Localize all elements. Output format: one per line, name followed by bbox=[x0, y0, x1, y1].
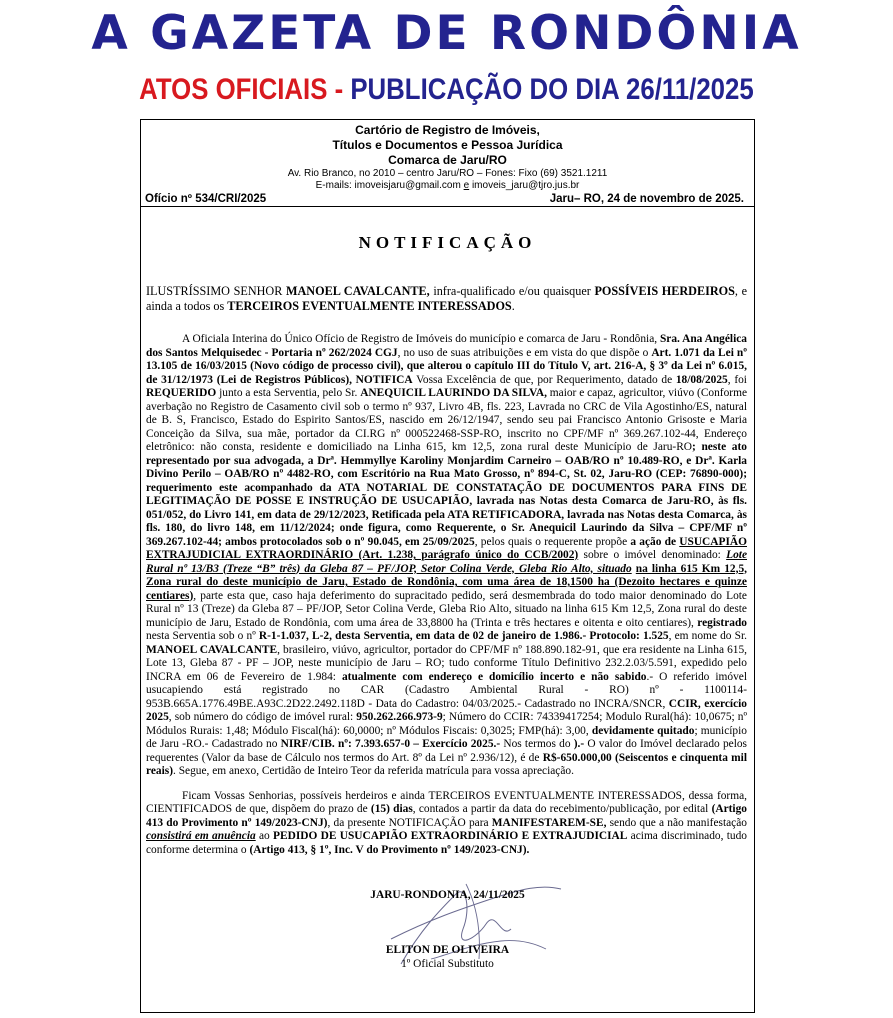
letterhead-emails: E-mails: imoveisjaru@gmail.com e imoveis_jaru@tjro.jus.br bbox=[315, 180, 580, 191]
letterhead-line-1: Cartório de Registro de Imóveis, bbox=[355, 123, 540, 137]
masthead-title: A GAZETA DE RONDÔNIA bbox=[91, 6, 802, 61]
email-link-2[interactable]: imoveis_jaru@tjro.jus.br bbox=[471, 180, 580, 191]
letterhead-line-2: Títulos e Documentos e Pessoa Jurídica bbox=[332, 138, 563, 152]
signature-block bbox=[141, 869, 754, 989]
letterhead-line-3: Comarca de Jaru/RO bbox=[388, 153, 507, 167]
subheader-separator: - bbox=[327, 73, 351, 106]
notice-title: NOTIFICAÇÃO bbox=[358, 233, 537, 252]
publication-date-label: PUBLICAÇÃO DO DIA 26/11/2025 bbox=[350, 73, 754, 106]
notification-paragraph: A Oficiala Interina do Único Ofício de Registro de Imóveis do município e comarca de Jaru - Rondônia, Sra. Ana Angélica dos Santos Melquisedec - Portaria nº 262/2024 CGJ, no uso de suas atribuições e em vista do que dispõe o Art. 1.071 da Lei nº 13.105 de 16/03/2015 (Novo código de processo civil), que alterou o capítulo III do Título V, art. 216-A, § 3º da Lei nº 6.015, de 31/12/1973 (Lei de Registros Públicos), NOTIFICA Vossa Excelência de que, por Requerimento, datado de 18/08/2025, foi REQUERIDO junto a esta Serventia, pelo Sr. ANEQUICIL LAURINDO DA SILVA, maior e capaz, agricultor, viúvo (Conforme averbação no Registro de Casamento civil sob o termo nº 937, Livro 4B, fls. 223, Lavrada no CRC de Vila Agostinho/ES, natural de B. S, Francisco, Estado do Espirito Santos/ES, nascido em 26/12/1947, sendo seu pai Francisco Antonio Grisoste e Maria Conceição da Silva, sua mãe, portador da CI.RG nº 000522468-SSP-RO, inscrito no CPF/MF nº 369.267.102-44, Endereço eletrônico: não consta, residente e domiciliado na Linha 615, km 12,5, zona rural deste Município de Jaru-RO; neste ato representado por sua advogada, a Drª. Hemmyllye Karoliny Monjardim Carneiro – OAB/RO nº 10.489-RO, e Drª. Karla Divino Perilo – OAB/RO nº 4482-RO, com Escritório na Rua Mato Grosso, nº 894-C, St. 02, Jaru-RO (CEP: 76890-000); requerimento este acompanhado da ATA NOTARIAL DE CONSTATAÇÃO DE DOCUMENTOS PARA FINS DE LEGITIMAÇÃO DE POSSE E INSTRUÇÃO DE USUCAPIÃO, lavrada nas Notas desta Comarca de Jaru-RO, às fls. 051/052, do Livro 141, em data de 29/12/2023, Retificada pela ATA RETIFICADORA, lavrada nas Notas desta Comarca, às fls. 180, do livro 148, em 11/12/2024; onde figura, como Requerente, o Sr. Anequicil Laurindo da Silva – CPF/MF nº 369.267.102-44; ambos protocolados sob o nº 90.045, em 25/09/2025, pelos quais o requerente propõe a ação de USUCAPIÃO EXTRAJUDICIAL EXTRAORDINÁRIO (Art. 1.238, parágrafo único do CCB/2002) sobre o imóvel denominado: Lote Rural nº 13/B3 (Treze “B” três) da Gleba 87 – PF/JOP, Setor Colina Verde, Gleba Rio Alto, situado na linha 615 Km 12,5, Zona rural do deste município de Jaru, Estado de Rondônia, com uma área de 18,1500 ha (Dezoito hectares e quinze centiares), parte esta que, caso haja deferimento do supracitado pedido, será desmembrada do todo maior denominado do Lote Rural nº 13 (Treze) da Gleba 87 – PF/JOP, Setor Colina Verde, Gleba Rio Alto, situado na linha 615 Km 12,5, Zona rural do deste município de Jaru, Estado de Rondônia, com uma área de 33,8800 ha (Trinta e três hectares e oitenta e oito centiares), registrado nesta Serventia sob o nº R-1-1.037, L-2, desta Serventia, em data de 02 de janeiro de 1.986.- Protocolo: 1.525, em nome do Sr. MANOEL CAVALCANTE, brasileiro, viúvo, agricultor, portador do CPF/MF nº 188.890.182-91, que era residente na Linha 615, Lote 13, Gleba 87 - PF – JOP, neste município de Jaru – RO; tudo conforme Título Definitivo 232.2.03/5.591, expedido pelo INCRA em 06 de Fevereiro de 1.984: atualmente com endereço e domicílio incerto e não sabido.- O referido imóvel usucapiendo está registrado no CAR (Cadastro Ambiental Rural - RO) nº - 1100114-953B.665A.1776.49BE.A93C.2D22.2492.118D - Data do Cadastro: 04/03/2025.- Cadastrado no INCRA/SNCR, CCIR, exercício 2025, sob número do código de imóvel rural: 950.262.266.973-9; Número do CCIR: 74339417254; Modulo Rural(há): 10,0675; nº Módulos Rurais: 1,48; Módulo Fiscal(há): 60,0000; nº Módulos Fiscais: 0,3025; FMP(há): 3,00, devidamente quitado; município de Jaru -RO.- Cadastrado no NIRF/CIB. nº: 7.393.657-0 – Exercício 2025.- Nos termos do ).- O valor do Imóvel declarado pelos requerentes (Valor da base de Cálculo nos termos do Art. 8º da Lei nº 2.936/12), é de R$-650.000,00 (Seiscentos e cinquenta mil reais). Segue, em anexo, Certidão de Inteiro Teor da referida matrícula para vossa apreciação. bbox=[146, 333, 748, 777]
oficio-date: Jaru– RO, 24 de novembro de 2025. bbox=[549, 193, 744, 205]
signature-date: JARU-RONDONIA, 24/11/2025 bbox=[370, 888, 525, 901]
oficio-number: Ofício nº 534/CRI/2025 bbox=[145, 193, 267, 205]
official-notice-document bbox=[140, 119, 755, 1013]
atos-oficiais-label: ATOS OFICIAIS bbox=[139, 73, 328, 106]
letterhead-address: Av. Rio Branco, no 2010 – centro Jaru/RO – Fones: Fixo (69) 3521.1211 bbox=[287, 168, 608, 179]
oficio-line bbox=[141, 192, 754, 207]
registry-letterhead bbox=[141, 120, 754, 192]
publication-subheader bbox=[62, 70, 830, 110]
notice-body bbox=[141, 284, 754, 857]
summons-paragraph: Ficam Vossas Senhorias, possíveis herdeiros e ainda TERCEIROS EVENTUALMENTE INTERESSADOS, dessa forma, CIENTIFICADOS de que, dispõem do prazo de (15) dias, contados a partir da data do recebimento/publicação, por edital (Artigo 413 do Provimento nº 149/2023-CNJ), da presente NOTIFICAÇÃO para MANIFESTAREM-SE, sendo que a não manifestação consistirá em anuência ao PEDIDO DE USUCAPIÃO EXTRAORDINÁRIO E EXTRAJUDICIAL acima discriminado, tudo conforme determina o (Artigo 413, § 1º, Inc. V do Provimento nº 149/2023-CNJ). bbox=[146, 789, 747, 856]
signatory-name: ELITON DE OLIVEIRA bbox=[385, 943, 510, 956]
addressee-paragraph: ILUSTRÍSSIMO SENHOR MANOEL CAVALCANTE, infra-qualificado e/ou quaisquer POSSÍVEIS HERDEIROS, e ainda a todos os TERCEIROS EVENTUALMENTE INTERESSADOS. bbox=[146, 284, 747, 313]
email-link-1[interactable]: imoveisjaru@gmail.com bbox=[354, 180, 461, 191]
signatory-role: 1º Oficial Substituto bbox=[401, 957, 494, 970]
